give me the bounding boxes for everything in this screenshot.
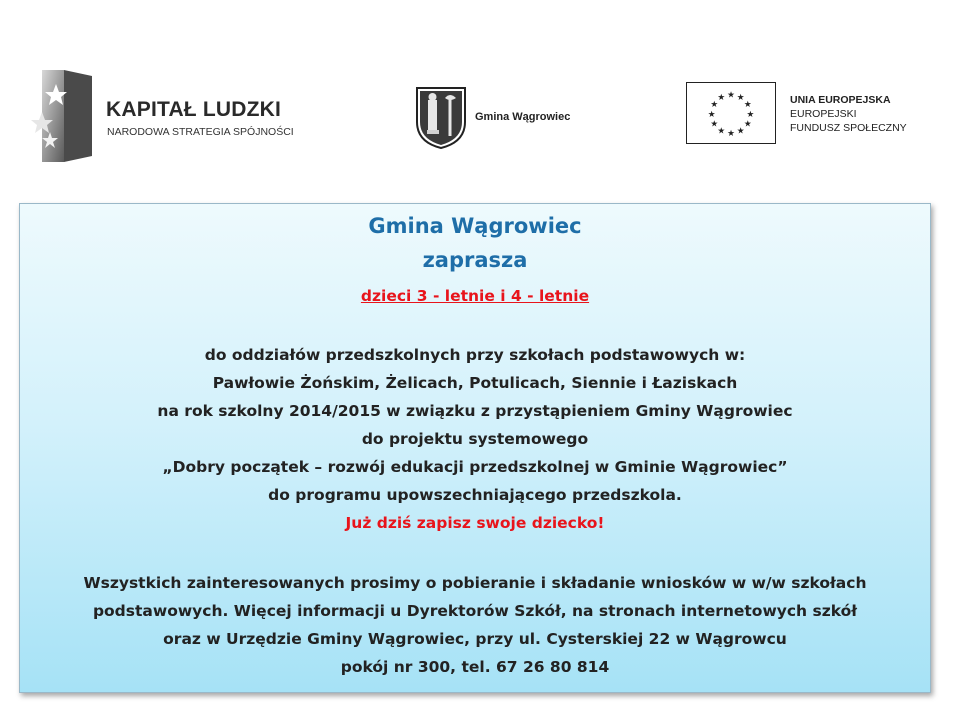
svg-text:★: ★ xyxy=(736,93,745,104)
notice-title: Gmina Wągrowiec xyxy=(368,214,582,238)
svg-text:★: ★ xyxy=(707,109,716,120)
svg-text:★: ★ xyxy=(710,119,719,130)
svg-text:★: ★ xyxy=(743,119,752,130)
contact-line: pokój nr 300, tel. 67 26 80 814 xyxy=(340,658,610,676)
kapital-ludzki-title: KAPITAŁ LUDZKI xyxy=(106,98,282,121)
notice-info-line: oraz w Urzędzie Gminy Wągrowiec, przy ul. Cysterskiej 22 w Wągrowcu xyxy=(163,630,787,648)
kapital-ludzki-logo xyxy=(30,70,330,170)
notice-body-line: na rok szkolny 2014/2015 w związku z przystąpieniem Gminy Wągrowiec xyxy=(157,402,793,420)
eu-flag-icon xyxy=(686,82,776,144)
svg-text:★: ★ xyxy=(743,100,752,111)
gmina-wagrowiec-logo xyxy=(415,86,615,156)
notice-info-line: podstawowych. Więcej informacji u Dyrektorów Szkół, na stronach internetowych szkół xyxy=(92,602,858,620)
notice-panel xyxy=(19,203,931,693)
kapital-ludzki-mark-icon xyxy=(30,70,92,162)
notice-audience: dzieci 3 - letnie i 4 - letnie xyxy=(360,287,590,305)
notice-body-line: do oddziałów przedszkolnych przy szkołach podstawowych w: xyxy=(204,346,746,364)
kapital-ludzki-subtitle: NARODOWA STRATEGIA SPÓJNOŚCI xyxy=(107,126,294,138)
eu-logo-line3: FUNDUSZ SPOŁECZNY xyxy=(790,122,907,134)
notice-body-line: do projektu systemowego xyxy=(361,430,589,448)
coat-of-arms-icon xyxy=(415,86,467,150)
svg-text:★: ★ xyxy=(710,100,719,111)
notice-body-line: do programu upowszechniającego przedszkola. xyxy=(268,486,682,504)
svg-text:★: ★ xyxy=(746,109,755,120)
svg-text:★: ★ xyxy=(727,90,735,101)
notice-verb: zaprasza xyxy=(422,248,528,272)
eu-logo-line1: UNIA EUROPEJSKA xyxy=(790,94,891,106)
svg-text:★: ★ xyxy=(736,126,745,137)
svg-text:★: ★ xyxy=(717,93,726,104)
eu-logo-line2: EUROPEJSKI xyxy=(790,108,857,120)
notice-info-line: Wszystkich zainteresowanych prosimy o pobieranie i składanie wniosków w w/w szkołach xyxy=(83,574,867,592)
svg-text:★: ★ xyxy=(727,129,735,140)
svg-text:★: ★ xyxy=(717,126,726,137)
notice-body-line: Pawłowie Żońskim, Żelicach, Potulicach, Siennie i Łaziskach xyxy=(212,374,738,392)
notice-body-line: „Dobry początek – rozwój edukacji przedszkolnej w Gminie Wągrowiec” xyxy=(162,458,788,476)
call-to-action: Już dziś zapisz swoje dziecko! xyxy=(345,514,605,532)
gmina-logo-name: Gmina Wągrowiec xyxy=(475,111,571,123)
eu-logo xyxy=(686,82,936,152)
